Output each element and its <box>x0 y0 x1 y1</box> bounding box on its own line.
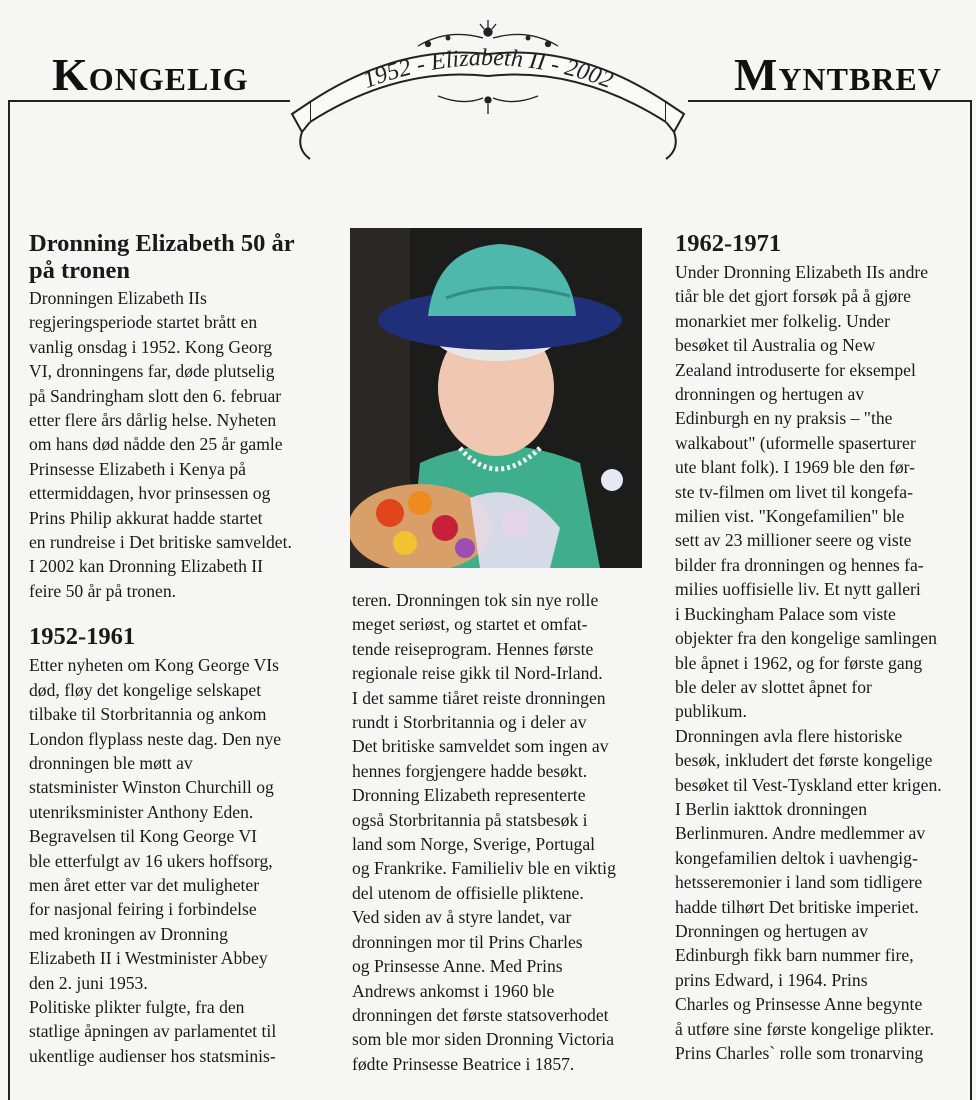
text-line: tende reiseprogram. Hennes første <box>352 638 594 659</box>
text-line: fødte Prinsesse Beatrice i 1857. <box>352 1053 575 1074</box>
text-line: objekter fra den kongelige samlingen <box>675 628 937 649</box>
frame-border-right <box>970 100 972 1100</box>
text-line: Det britiske samveldet som ingen av <box>352 736 609 757</box>
text-line: walkabout" (uformelle spaserturer <box>675 432 916 453</box>
svg-text:1952 - Elizabeth II - 2002 <box>360 45 616 94</box>
text-line: i Buckingham Palace som viste <box>675 603 896 624</box>
text-line: hadde tilhørt Det britiske imperiet. <box>675 896 919 917</box>
text-line: dronningen og hertugen av <box>675 384 865 405</box>
text-line: dronningen mor til Prins Charles <box>352 931 583 952</box>
text-line: Edinburgh fikk barn nummer fire, <box>675 945 914 966</box>
text-line: Under Dronning Elizabeth IIs andre <box>675 262 929 282</box>
text-line: regionale reise gikk til Nord-Irland. <box>352 663 603 684</box>
col1-paragraph-1 <box>29 286 319 603</box>
text-line: Dronningen Elizabeth IIs <box>29 288 207 308</box>
text-line: dronningen det første statsoverhodet <box>352 1004 609 1025</box>
text-line: Berlinmuren. Andre medlemmer av <box>675 823 926 844</box>
text-line: om hans død nådde den 25 år gamle <box>29 434 283 455</box>
header-rule-right <box>688 100 972 102</box>
text-line: kongefamilien deltok i uavhengig- <box>675 847 918 868</box>
text-line: del utenom de offisielle pliktene. <box>352 882 584 903</box>
col2-paragraph <box>352 588 648 1076</box>
text-line: med kroningen av Dronning <box>29 923 228 944</box>
text-line: I Berlin iakttok dronningen <box>675 798 868 819</box>
text-line: Dronningen og hertugen av <box>675 920 868 941</box>
text-line: Edinburgh en ny praksis – "the <box>675 408 893 429</box>
text-line: publikum. <box>675 701 747 722</box>
queen-photo <box>350 228 642 568</box>
text-line: ukentlige audienser hos statsminis- <box>29 1045 276 1066</box>
frame-border-left <box>8 100 10 1100</box>
col3-paragraph <box>675 260 967 1065</box>
text-line: utenriksminister Anthony Eden. <box>29 801 254 822</box>
text-line: etter flere års dårlig helse. Nyheten <box>29 410 277 431</box>
text-line: I det samme tiåret reiste dronningen <box>352 687 606 708</box>
text-line: tilbake til Storbritannia og ankom <box>29 704 267 725</box>
text-line: Elizabeth II i Westminister Abbey <box>29 948 268 969</box>
text-line: Politiske plikter fulgte, fra den <box>29 996 245 1017</box>
text-line: besøket til Australia og New <box>675 335 876 356</box>
text-line: ste tv-filmen om livet til kongefa- <box>675 481 913 502</box>
text-line: Charles og Prinsesse Anne begynte <box>675 994 923 1015</box>
section-heading-1962: 1962-1971 <box>675 230 782 257</box>
text-line: Ved siden av å styre landet, var <box>352 907 572 928</box>
text-line: dronningen ble møtt av <box>29 752 193 773</box>
ornament-top-icon <box>418 20 558 47</box>
text-line: rundt i Storbritannia og i deler av <box>352 712 587 733</box>
text-line: den 2. juni 1953. <box>29 972 148 993</box>
text-line: for nasjonal feiring i forbindelse <box>29 899 257 920</box>
text-line: I 2002 kan Dronning Elizabeth II <box>29 556 264 577</box>
text-line: ute blant folk). I 1969 ble den før- <box>675 457 916 478</box>
text-line: meget seriøst, og startet et omfat- <box>352 614 588 635</box>
text-line: Dronning Elizabeth representerte <box>352 785 586 806</box>
text-line: land som Norge, Sverige, Portugal <box>352 834 596 855</box>
text-line: bilder fra dronningen og hennes fa- <box>675 554 924 575</box>
text-line: Etter nyheten om Kong George VIs <box>29 655 280 676</box>
header-rule-left <box>8 100 290 102</box>
text-line: prins Edward, i 1964. Prins <box>675 969 868 990</box>
text-line: også Storbritannia på statsbesøk i <box>352 809 588 830</box>
column-2 <box>352 588 648 1076</box>
text-line: feire 50 år på tronen. <box>29 580 177 601</box>
brooch-shape <box>601 469 623 491</box>
col1-paragraph-2 <box>29 653 319 1068</box>
text-line: milien vist. "Kongefamilien" ble <box>675 506 905 527</box>
ribbon-banner <box>288 14 688 174</box>
text-line: en rundreise i Det britiske samveldet. <box>29 532 292 553</box>
text-line: hennes forgjengere hadde besøkt. <box>352 760 588 781</box>
banner-text: 1952 - Elizabeth II - 2002 <box>359 44 617 94</box>
section-heading-1952: 1952-1961 <box>29 623 136 651</box>
text-line: vanlig onsdag i 1952. Kong Georg <box>29 336 273 357</box>
column-1 <box>29 230 319 1068</box>
column-3 <box>675 230 967 1065</box>
ornament-bottom-icon <box>438 96 538 114</box>
text-line: besøk, inkludert det første kongelige <box>675 750 933 771</box>
header-title-right: Myntbrev <box>734 49 942 100</box>
text-line: Begravelsen til Kong George VI <box>29 826 258 847</box>
text-line: Dronningen avla flere historiske <box>675 725 903 746</box>
text-line: å utføre sine første kongelige plikter. <box>675 1018 934 1039</box>
text-line: regjeringsperiode startet brått en <box>29 312 258 333</box>
text-line: som ble mor siden Dronning Victoria <box>352 1029 614 1050</box>
text-line: ettermiddagen, hvor prinsessen og <box>29 483 271 504</box>
text-line: og Prinsesse Anne. Med Prins <box>352 956 563 977</box>
text-line: statsminister Winston Churchill og <box>29 777 274 798</box>
text-line: og Frankrike. Familieliv ble en viktig <box>352 858 616 879</box>
text-line: VI, dronningens far, døde plutselig <box>29 361 275 382</box>
text-line: på Sandringham slott den 6. februar <box>29 385 282 406</box>
text-line: Prins Charles` rolle som tronarving <box>675 1043 924 1063</box>
text-line: Prinsesse Elizabeth i Kenya på <box>29 458 246 479</box>
text-line: hetsseremonier i land som tidligere <box>675 872 923 893</box>
text-line: besøket til Vest-Tyskland etter krigen. <box>675 774 942 795</box>
text-line: ble deler av slottet åpnet for <box>675 676 872 697</box>
text-line: Zealand introduserte for eksempel <box>675 359 916 380</box>
text-line: monarkiet mer folkelig. Under <box>675 310 890 331</box>
text-line: statlige åpningen av parlamentet til <box>29 1021 277 1042</box>
text-line: tiår ble det gjort forsøk på å gjøre <box>675 286 911 307</box>
text-line: teren. Dronningen tok sin nye rolle <box>352 590 599 610</box>
header-title-left: Kongelig <box>52 49 249 100</box>
article-heading: Dronning Elizabeth 50 år på tronen <box>29 230 295 284</box>
text-line: Andrews ankomst i 1960 ble <box>352 980 555 1001</box>
text-line: ble åpnet i 1962, og for første gang <box>675 652 923 673</box>
text-line: men året etter var det muligheter <box>29 874 260 895</box>
text-line: sett av 23 millioner seere og viste <box>675 530 912 551</box>
text-line: milies uoffisielle liv. Et nytt galleri <box>675 579 921 600</box>
text-line: Prins Philip akkurat hadde startet <box>29 507 263 528</box>
text-line: død, fløy det kongelige selskapet <box>29 679 262 700</box>
text-line: ble etterfulgt av 16 ukers hoffsorg, <box>29 850 273 871</box>
text-line: London flyplass neste dag. Den nye <box>29 728 282 749</box>
